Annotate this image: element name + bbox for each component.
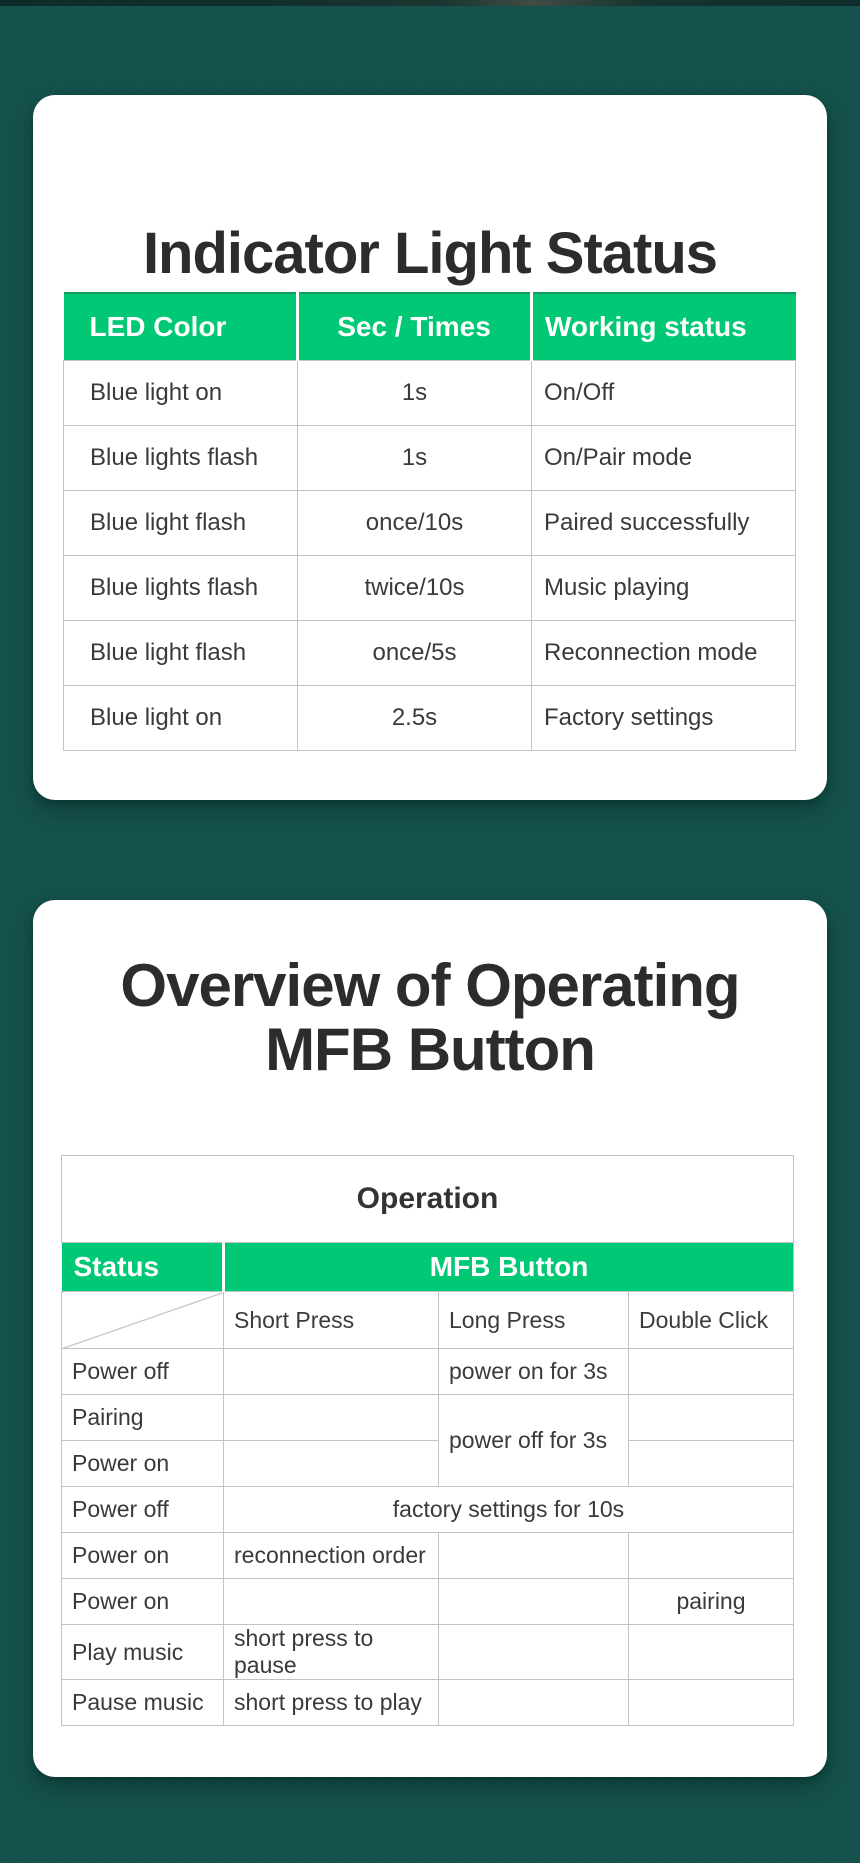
working-status-cell: Factory settings (532, 686, 796, 751)
diagonal-corner-cell (62, 1292, 224, 1349)
top-edge-strip (0, 0, 860, 6)
sec-times-header: Sec / Times (298, 293, 532, 361)
table-row (62, 1395, 794, 1441)
empty-cell (439, 1533, 629, 1579)
working-status-header: Working status (532, 293, 796, 361)
sec-times-cell: once/10s (298, 491, 532, 556)
led-status-table-header (64, 293, 796, 361)
empty-cell (224, 1349, 439, 1395)
led-color-cell: Blue light flash (64, 621, 298, 686)
empty-cell (629, 1395, 794, 1441)
operation-header: Operation (62, 1156, 794, 1243)
empty-cell (629, 1533, 794, 1579)
sec-times-cell: 1s (298, 361, 532, 426)
table-row (64, 426, 796, 491)
header-row (64, 293, 796, 361)
mfb-button-header: MFB Button (224, 1243, 794, 1292)
working-status-cell: Paired successfully (532, 491, 796, 556)
empty-cell (224, 1441, 439, 1487)
status-cell: Power on (62, 1579, 224, 1625)
table-row (62, 1533, 794, 1579)
led-color-cell: Blue light on (64, 686, 298, 751)
mfb-button-overview-card (33, 900, 827, 1777)
table-row (62, 1349, 794, 1395)
led-color-cell: Blue lights flash (64, 556, 298, 621)
led-color-header: LED Color (64, 293, 298, 361)
factory-settings-cell: factory settings for 10s (224, 1487, 794, 1533)
working-status-cell: On/Off (532, 361, 796, 426)
table-row (64, 686, 796, 751)
status-cell: Power off (62, 1487, 224, 1533)
short-press-cell: reconnection order (224, 1533, 439, 1579)
press-type-row (62, 1292, 794, 1349)
green-header-row (62, 1243, 794, 1292)
long-press-cell: power on for 3s (439, 1349, 629, 1395)
table-row (62, 1680, 794, 1726)
indicator-light-status-card (33, 95, 827, 800)
led-color-cell: Blue light flash (64, 491, 298, 556)
operation-banner-row (62, 1156, 794, 1243)
table-row (62, 1579, 794, 1625)
empty-cell (224, 1579, 439, 1625)
short-press-cell: short press to pause (224, 1625, 439, 1680)
empty-cell (439, 1680, 629, 1726)
status-cell: Pairing (62, 1395, 224, 1441)
card2-title (33, 954, 827, 1082)
working-status-cell: Reconnection mode (532, 621, 796, 686)
status-header: Status (62, 1243, 224, 1292)
status-cell: Power on (62, 1533, 224, 1579)
sec-times-cell: 2.5s (298, 686, 532, 751)
empty-cell (629, 1680, 794, 1726)
led-status-table (63, 292, 796, 751)
short-press-cell: short press to play (224, 1680, 439, 1726)
empty-cell (629, 1349, 794, 1395)
card1-title: Indicator Light Status (142, 221, 718, 286)
table-row (62, 1625, 794, 1680)
empty-cell (629, 1441, 794, 1487)
short-press-header: Short Press (224, 1292, 439, 1349)
status-cell: Pause music (62, 1680, 224, 1726)
card2-title-line1: Overview of Operating (120, 952, 740, 1019)
status-cell: Play music (62, 1625, 224, 1680)
table-row (64, 621, 796, 686)
empty-cell (629, 1625, 794, 1680)
status-cell: Power off (62, 1349, 224, 1395)
status-cell: Power on (62, 1441, 224, 1487)
sec-times-cell: once/5s (298, 621, 532, 686)
empty-cell (439, 1579, 629, 1625)
led-color-cell: Blue light on (64, 361, 298, 426)
table-row (64, 361, 796, 426)
empty-cell (439, 1625, 629, 1680)
table-row (62, 1487, 794, 1533)
double-click-cell: pairing (629, 1579, 794, 1625)
sec-times-cell: 1s (298, 426, 532, 491)
long-press-header: Long Press (439, 1292, 629, 1349)
led-color-cell: Blue lights flash (64, 426, 298, 491)
sec-times-cell: twice/10s (298, 556, 532, 621)
working-status-cell: On/Pair mode (532, 426, 796, 491)
table-row (62, 1441, 794, 1487)
table-row (64, 491, 796, 556)
empty-cell (224, 1395, 439, 1441)
card2-title-line2: MFB Button (265, 1016, 595, 1083)
working-status-cell: Music playing (532, 556, 796, 621)
double-click-header: Double Click (629, 1292, 794, 1349)
table-row (64, 556, 796, 621)
mfb-operation-table (61, 1155, 794, 1726)
long-press-merged-cell: power off for 3s (439, 1395, 629, 1487)
